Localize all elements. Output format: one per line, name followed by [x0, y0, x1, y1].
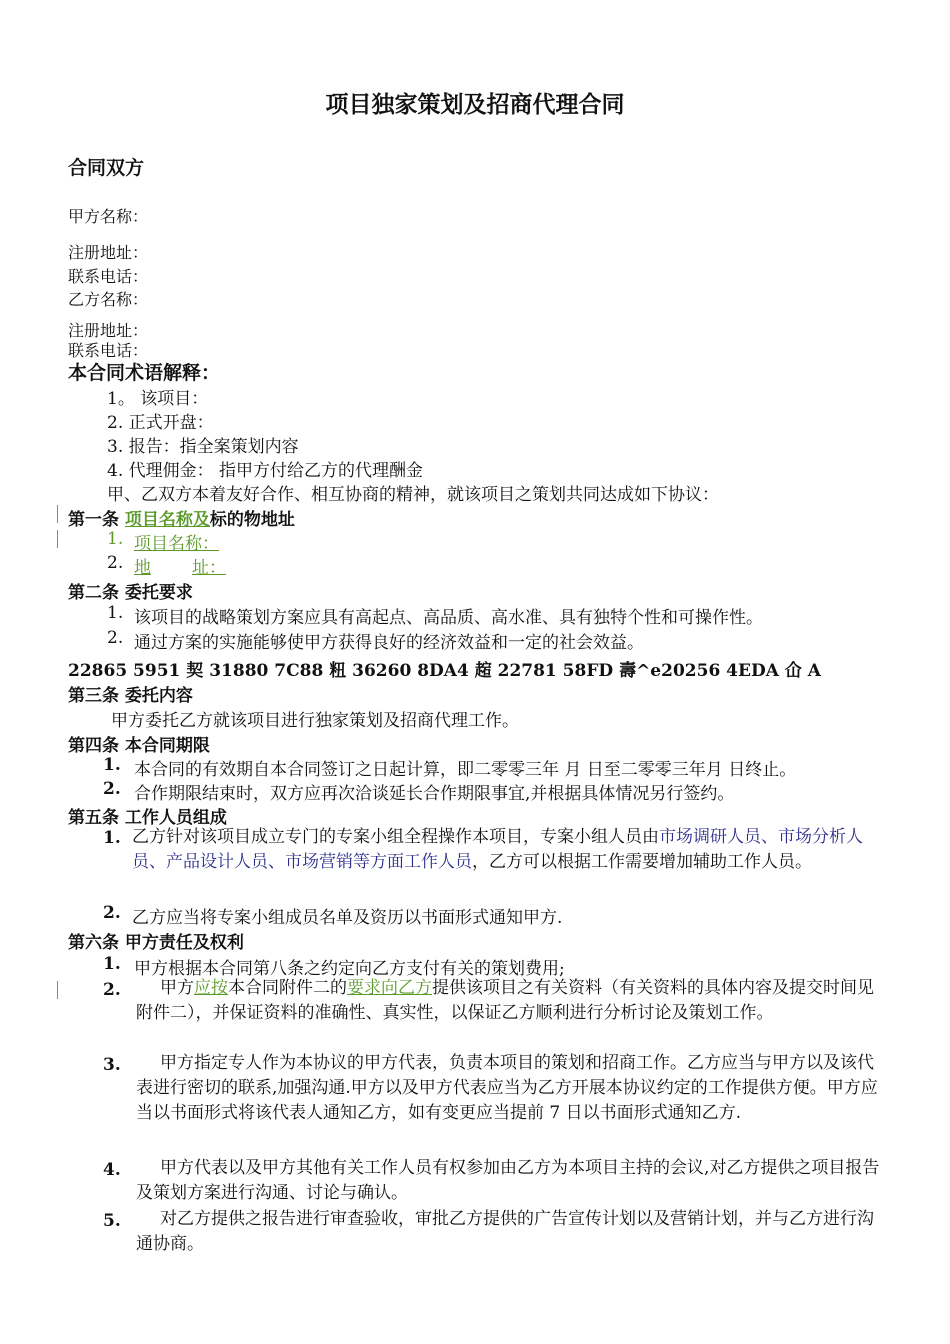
term-item: 1。 该项目：: [107, 389, 209, 409]
article-6-item-2-highlight-2: 要求向乙方: [347, 978, 432, 998]
article-1-item-1-num: 1.: [107, 529, 124, 549]
article-3-heading: 第三条 委托内容: [68, 686, 193, 706]
article-6-item-3-num: 3.: [103, 1055, 121, 1075]
article-4-item-2: 合作期限结束时，双方应再次洽谈延长合作期限事宜,并根据具体情况另行签约。: [134, 784, 735, 804]
article-6-item-2-highlight-1: 应按: [194, 978, 228, 998]
article-6-item-2: [136, 976, 886, 1026]
party-b-phone: 联系电话：: [68, 341, 149, 360]
article-6-item-5: 对乙方提供之报告进行审查验收，审批乙方提供的广告宣传计划以及营销计划，并与乙方进行沟通协商。: [136, 1209, 874, 1254]
agreement-intro: 甲、乙双方本着友好合作、相互协商的精神，就该项目之策划共同达成如下协议：: [107, 485, 719, 505]
article-5-item-1-text-b: ，乙方可以根据工作需要增加辅助工作人员。: [472, 852, 812, 872]
article-6-item-3: 甲方指定专人作为本协议的甲方代表，负责本项目的策划和招商工作。乙方应当与甲方以及该代表进行密切的联系,加强沟通.甲方以及甲方代表应当为乙方开展本协议约定的工作提供方便。甲方应当以书面形式将该代表人通知乙方，如有变更应当提前 7 日以书面形式通知乙方.: [136, 1053, 878, 1123]
article-4-heading: 第四条 本合同期限: [68, 736, 210, 756]
party-a-name: 甲方名称：: [68, 207, 149, 226]
article-4-item-1: 本合同的有效期自本合同签订之日起计算，即二零零三年 月 日至二零零三年月 日终止。: [134, 760, 797, 780]
article-4-item-1-num: 1.: [103, 755, 121, 775]
party-a-phone: 联系电话：: [68, 267, 149, 286]
article-6-item-4: 甲方代表以及甲方其他有关工作人员有权参加由乙方为本项目主持的会议,对乙方提供之项目报告及策划方案进行沟通、讨论与确认。: [136, 1158, 880, 1203]
article-2-item-1: 该项目的战略策划方案应具有高起点、高品质、高水准、具有独特个性和可操作性。: [134, 608, 763, 628]
article-1-heading: [68, 505, 295, 530]
article-3-text: 甲方委托乙方就该项目进行独家策划及招商代理工作。: [111, 711, 519, 731]
article-6-heading: 第六条 甲方责任及权利: [68, 933, 244, 953]
party-b-address: 注册地址：: [68, 321, 149, 340]
article-1-suffix: 标的物地址: [209, 510, 295, 530]
article-2-item-2-num: 2.: [107, 628, 124, 648]
revision-bar: [57, 505, 58, 523]
revision-bar: [57, 530, 58, 548]
document-title: 项目独家策划及招商代理合同: [325, 91, 625, 118]
article-5-item-1-text-a: 乙方针对该项目成立专门的专案小组全程操作本项目，专案小组人员由: [132, 827, 659, 847]
article-6-item-2-text-c: 提供该项目之有关资料（有关资料的具体内容及提交时间见附件二），并保证资料的准确性、真实性，以保证乙方顺利进行分析讨论及策划工作。: [136, 978, 874, 1023]
article-5-item-2: 乙方应当将专案小组成员名单及资历以书面形式通知甲方.: [132, 908, 563, 928]
article-5-item-2-num: 2.: [103, 903, 121, 923]
code-line: 22865 5951 契 31880 7C88 粈 36260 8DA4 趤 22781 58FD 壽^e20256 4EDA 仚 A: [68, 661, 821, 681]
article-6-item-2-text-a: 甲方: [160, 978, 194, 998]
article-5-item-1-roles: 市场调研人员、市场分析人员、产品设计人员、市场营销等方面工作人员: [132, 827, 863, 872]
article-6-item-1: 甲方根据本合同第八条之约定向乙方支付有关的策划费用;: [134, 959, 565, 979]
article-4-item-2-num: 2.: [103, 779, 121, 799]
article-2-item-1-num: 1.: [107, 603, 124, 623]
article-2-item-2: 通过方案的实施能够使甲方获得良好的经济效益和一定的社会效益。: [134, 633, 644, 653]
term-item: 3. 报告：指全案策划内容: [107, 437, 299, 457]
article-6-item-4-num: 4.: [103, 1160, 121, 1180]
article-2-heading: 第二条 委托要求: [68, 583, 193, 603]
party-b-name: 乙方名称：: [68, 290, 149, 309]
article-6-item-5-num: 5.: [103, 1211, 121, 1231]
revision-bar: [57, 981, 58, 999]
article-5-item-1: [132, 825, 884, 875]
article-1-prefix: 第一条: [68, 510, 125, 530]
party-a-address: 注册地址：: [68, 243, 149, 262]
parties-heading: 合同双方: [68, 157, 145, 179]
article-1-item-1: 项目名称：: [134, 534, 219, 554]
article-5-heading: 第五条 工作人员组成: [68, 808, 227, 828]
article-6-item-2-text-b: 本合同附件二的: [228, 978, 347, 998]
article-5-item-1-num: 1.: [103, 828, 121, 848]
article-6-item-1-num: 1.: [103, 954, 121, 974]
article-1-item-2-b: 址：: [192, 558, 226, 578]
term-item: 4. 代理佣金： 指甲方付给乙方的代理酬金: [107, 461, 424, 481]
terms-heading: 本合同术语解释：: [68, 362, 221, 384]
article-6-item-2-num: 2.: [103, 980, 121, 1000]
article-1-highlight: 项目名称及: [124, 510, 210, 530]
article-1-item-2-num: 2.: [107, 553, 124, 573]
term-item: 2. 正式开盘：: [107, 413, 214, 433]
article-1-item-2-a: 地: [134, 558, 151, 578]
